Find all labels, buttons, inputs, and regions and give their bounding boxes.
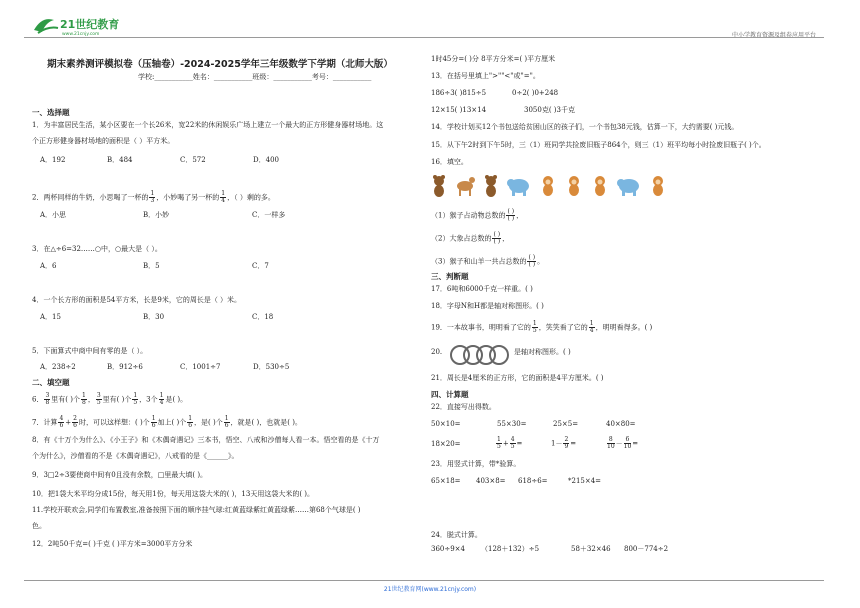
- q22-item-6: $\frac{1}{5}$ + $\frac{4}{5}$ =: [497, 436, 523, 450]
- q17-text: 17．6吨和6000千克一样重。( ): [431, 285, 533, 293]
- q15-text: 15．从下午2时到下午5时，三（1）班同学共捡废旧瓶子864个，则三（1）班平均每小时捡废旧瓶子( )个。: [431, 141, 766, 149]
- q4-text: 4．一个长方形的面积是54平方米，长是9米，它的周长是（ ）米。: [32, 296, 242, 304]
- q22-item-8: $\frac{8}{10}$ － $\frac{6}{10}$ =: [607, 436, 639, 450]
- monkey-icon: [543, 176, 553, 196]
- logo-sub: www.21cnjy.com: [62, 32, 100, 36]
- animal-picture: [431, 174, 681, 202]
- q22-item-7: 1－ $\frac{2}{9}$ =: [551, 436, 577, 450]
- q5-option-c: C．1001÷7: [180, 363, 221, 371]
- q20-text: 是轴对称图形。( ): [514, 348, 571, 356]
- q24-item-4: 800－774÷2: [624, 545, 669, 553]
- q1-option-a: A．192: [40, 156, 66, 164]
- q16-part-3: （3）猴子和山羊一共占总数的 $\frac{( )}{( )}$ 。: [431, 254, 545, 268]
- section-fill: 二、填空题: [32, 378, 70, 387]
- q22-item-1: 50×10=: [431, 420, 461, 428]
- bear-icon: [485, 175, 497, 197]
- q22-text: 22．直接写出得数。: [431, 403, 496, 411]
- q6-text: 6． $\frac{3}{8}$ 里有( )个 $\frac{1}{8}$ ， $\frac{3}{5}$ 里有( )个 $\frac{1}{5}$ ，3个 $\frac{1}{4}$ 是( )。: [32, 392, 188, 406]
- q5-option-b: B．912÷6: [107, 363, 143, 371]
- monkey-icon: [653, 176, 663, 196]
- monkey-icon: [569, 176, 579, 196]
- q24-item-2: （128＋132）÷5: [481, 545, 540, 553]
- elephant-icon: [617, 179, 639, 196]
- q1-option-c: C．572: [180, 156, 206, 164]
- q1-option-b: B．484: [107, 156, 133, 164]
- q23-item-4: *215×4=: [568, 477, 602, 485]
- q1-text-a: 1．为丰富居民生活，某小区要在一个长26米，宽22米的休闲娱乐广场上建立一个最大的正方形健身器材场地。这: [32, 121, 384, 129]
- elephant-icon: [507, 179, 529, 196]
- bear-icon: [433, 175, 445, 197]
- q4-option-c: C．18: [252, 313, 274, 321]
- q5-text: 5．下面算式中商中间有零的是（ ）。: [32, 347, 148, 355]
- q13-item-3: 12×15( )13×14: [431, 106, 487, 114]
- section-choice: 一、选择题: [32, 108, 70, 117]
- logo-text: 21世纪教育: [60, 18, 120, 31]
- q1-text-b: 个正方形健身器材场地的面积是（ ）平方米。: [32, 137, 175, 145]
- q4-option-b: B．30: [143, 313, 165, 321]
- q22-item-3: 25×5=: [553, 420, 579, 428]
- q14-text: 14．学校计划买12个书包送给贫困山区的孩子们，一个书包38元钱，估算一下，大约需要( )元钱。: [431, 123, 739, 131]
- monkey-icon: [595, 176, 605, 196]
- q9-text: 9．3□2÷3要使商中间有0且没有余数，□里最大填( )。: [32, 471, 208, 479]
- q24-text: 24．脱式计算。: [431, 531, 482, 539]
- q24-item-1: 360÷9×4: [431, 545, 465, 553]
- header-rule: [24, 37, 824, 38]
- q11-text-b: 色。: [32, 522, 46, 530]
- q13-item-1: 186÷3( )815÷5: [431, 89, 487, 97]
- platform-name: 中小学教育资源及组卷应用平台: [731, 32, 816, 39]
- q18-text: 18．字母N和H都是轴对称图形。( ): [431, 302, 544, 310]
- q3-text: 3．在△÷6=32……○中，○最大是（ ）。: [32, 245, 162, 253]
- q5-option-a: A．238÷2: [40, 363, 76, 371]
- q24-item-3: 58＋32×46: [571, 545, 611, 553]
- q22-item-2: 55×30=: [497, 420, 527, 428]
- section-judge: 三、判断题: [431, 272, 469, 281]
- q2-text: 2．两杯同样的牛奶，小思喝了一杯的 $\frac{1}{3}$ ，小妙喝了另一杯的 $\frac{1}{4}$ ，（ ）剩的多。: [32, 190, 275, 204]
- q2-option-b: B．小妙: [143, 211, 170, 219]
- q16-text: 16．填空。: [431, 158, 468, 166]
- goat-icon: [457, 177, 475, 196]
- q23-item-3: 618÷6=: [518, 477, 548, 485]
- section-calc: 四、计算题: [431, 390, 469, 399]
- q3-option-b: B．5: [143, 262, 160, 270]
- r0-text: 1时45分=( )分 8平方分米=( )平方厘米: [431, 55, 556, 63]
- q16-part-1: （1）猴子占动物总数的 $\frac{( )}{( )}$ ，: [431, 208, 524, 222]
- q22-item-5: 18×20=: [431, 440, 461, 448]
- q1-option-d: D．400: [253, 156, 279, 164]
- q23-item-2: 403×8=: [476, 477, 506, 485]
- footer-rule: [24, 580, 824, 581]
- q13-text: 13．在括号里填上">""<"或"="。: [431, 72, 540, 80]
- q20-num: 20.: [431, 348, 443, 356]
- q3-option-c: C．7: [252, 262, 269, 270]
- q8-text-b: 个为什么》，沙僧看的不是《木偶奇遇记》，八戒看的是《______》。: [32, 452, 239, 460]
- q13-item-2: 0÷2( )0+248: [512, 89, 559, 97]
- q2-option-a: A．小思: [40, 211, 67, 219]
- q5-option-d: D．530÷5: [253, 363, 290, 371]
- page-title: 期末素养测评模拟卷（压轴卷）-2024-2025学年三年级数学下学期（北师大版）: [47, 59, 393, 70]
- q12-text: 12．2吨50千克=( )千克 ( )平方米=3000平方分米: [32, 540, 193, 548]
- q16-part-2: （2）大象占总数的 $\frac{( )}{( )}$ ，: [431, 231, 510, 245]
- q10-text: 10．把1袋大米平均分成15份，每天用1份，每天用这袋大米的( )，13天用这袋大米的( )。: [32, 490, 315, 498]
- info-line: 学校:___________姓名：___________班级：___________考号：___________: [138, 73, 372, 81]
- q13-item-4: 3050克( )3千克: [524, 106, 575, 114]
- q21-text: 21．周长是4厘米的正方形，它的面积是4平方厘米。( ): [431, 374, 604, 382]
- q22-item-4: 40×80=: [606, 420, 636, 428]
- olympic-rings-icon: [449, 344, 511, 370]
- q11-text-a: 11.学校开联欢会,同学们布置教室,准备按照下面的顺序挂气球:红黄蓝绿紫红黄蓝绿紫……第68个气球是( ): [32, 506, 361, 514]
- q7-text: 7．计算 $\frac{4}{6}$ + $\frac{2}{6}$ 时，可以这样想：( )个 $\frac{1}{6}$ 加上( )个 $\frac{1}{6}$ ，是( )个 $\frac{1}{6}$ ，就是( )，也就是( )。: [32, 415, 302, 429]
- q3-option-a: A．6: [40, 262, 57, 270]
- q23-text: 23．用竖式计算，带*验算。: [431, 460, 521, 468]
- q19-text: 19．一本故事书，明明看了它的 $\frac{1}{5}$ ，笑笑看了它的 $\frac{1}{4}$ ，明明看得多。( ): [431, 320, 653, 334]
- q2-option-c: C．一样多: [252, 211, 286, 219]
- q23-item-1: 65×18=: [431, 477, 461, 485]
- q8-text-a: 8．有《十万个为什么》、《小王子》和《木偶奇遇记》三本书，悟空、八戒和沙僧每人看一本。悟空看的是《十万: [32, 436, 380, 444]
- footer-link[interactable]: 21世纪教育网(www.21cnjy.com): [383, 586, 477, 593]
- q4-option-a: A．15: [40, 313, 61, 321]
